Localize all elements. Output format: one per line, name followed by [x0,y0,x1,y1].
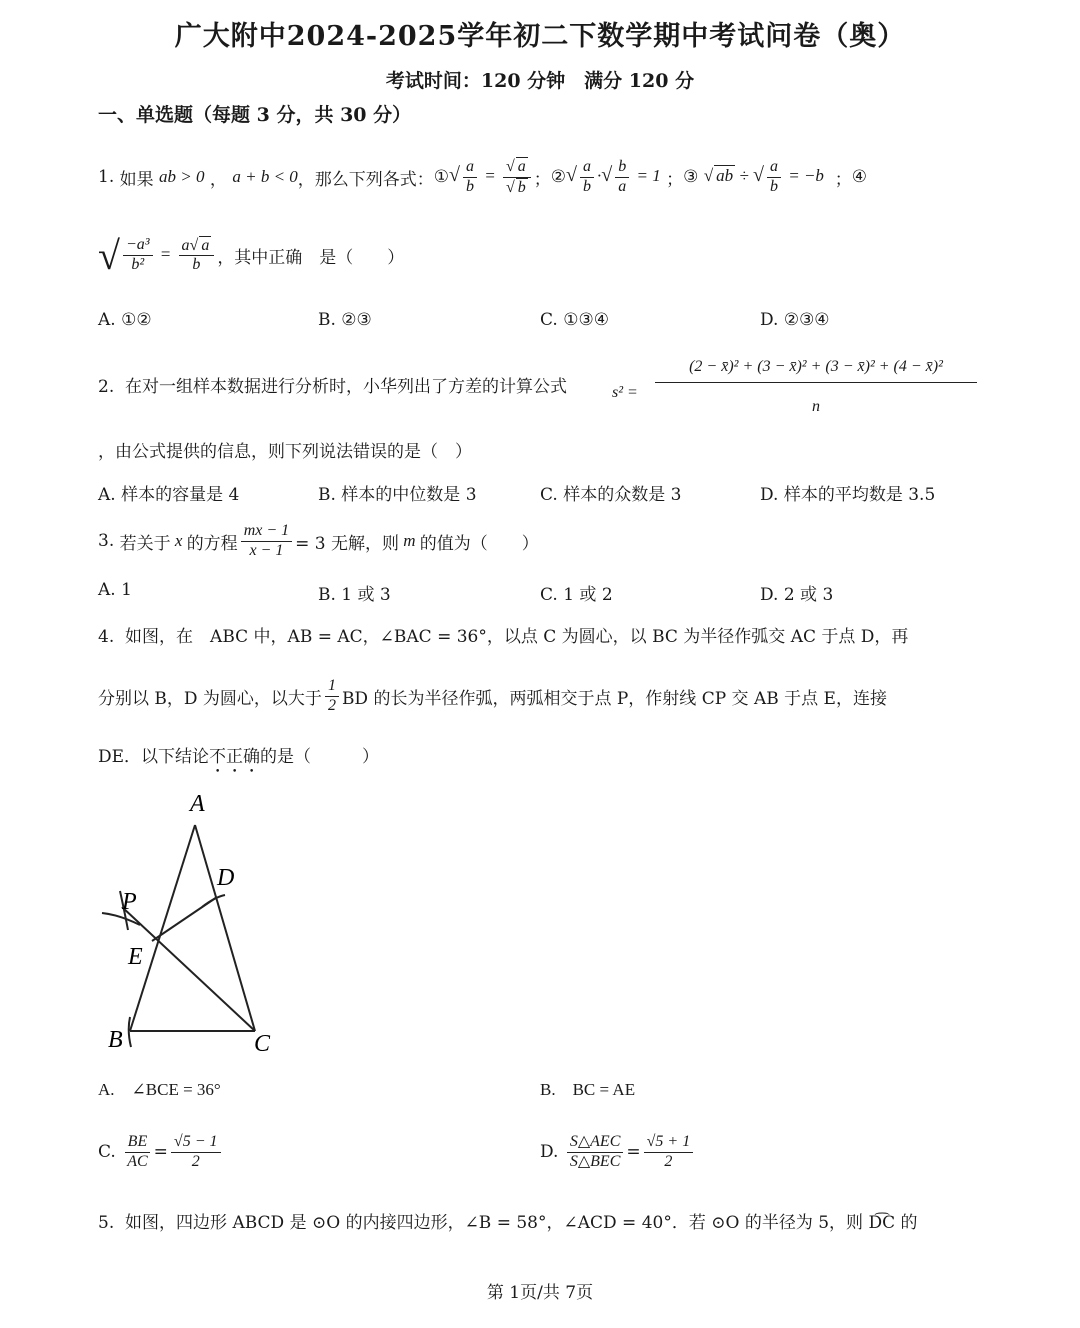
arc-at-D [202,895,225,907]
q3-option-b[interactable]: B. 1 或 3 [318,585,391,605]
q1-option-c[interactable]: C. ①③④ [540,310,609,330]
q3-option-a[interactable]: A. 1 [98,580,132,600]
q2-option-d[interactable]: D. 样本的平均数是 3.5 [760,485,936,505]
label-P: P [122,889,137,915]
q1-mid: ，那么下列各式： [297,169,434,190]
q4-option-d-label: D. [540,1142,559,1162]
q2-option-a[interactable]: A. 样本的容量是 4 [98,485,240,505]
q3-option-d[interactable]: D. 2 或 3 [760,585,834,605]
question-1: 1. 如果 ab > 0 ， a + b < 0 ，那么下列各式： ① √ $\frac{a}{b}$ = $\frac{√ a}{√ b}$ ； ② √ $\frac{a}{b}$ ·√ $\frac{b}{a}$ = 1 ； ③ √ ab ÷ √ $\frac{a}{b}$ = −b ； ④ [98,158,867,196]
q3-fraction: $\frac{mx - 1}{x - 1}$ [241,522,292,560]
q3-text1: 若关于 [119,533,171,554]
q3-text4: 的值为（ ） [419,533,539,554]
q4-half-fraction: $\frac{1}{2}$ [325,677,339,715]
page-title: 广大附中2024-2025学年初二下数学期中考试问卷（奥） [174,21,906,52]
q1-marker-3: ③ [683,167,699,187]
side-AB [130,825,195,1031]
q1-suffix: ，其中正确 是（ ） [217,247,405,268]
q5-number: 5. [98,1213,115,1233]
question-4-line3 [98,742,379,777]
q4-line1: 如图，在 ABC 中，AB = AC，∠BAC = 36°，以点 C 为圆心，以 BC 为半径作弧交 AC 于点 D，再 [125,627,909,647]
q4-option-c-label: C. [98,1142,116,1162]
q4-number: 4. [98,627,115,647]
q4-option-c-lhs: $\frac{BE}{AC}$ [124,1133,150,1171]
q1-cond1: ab > 0 [159,167,205,186]
q1-prefix: 如果 [119,169,154,190]
q4-option-d[interactable]: D. $\frac{\text{S△AEC}}{\text{S△BEC}}$ = $\frac{√5 + 1}{2}$ [540,1122,696,1182]
q4-line2b: BD 的长为半径作弧，两弧相交于点 P，作射线 CP 交 AB 于点 E，连接 [341,688,887,709]
label-E: E [128,944,143,970]
question-1-cont [98,222,404,288]
label-D: D [217,865,235,891]
question-4-line2 [98,668,887,724]
exam-info: 考试时间：120 分钟 满分 120 分 [385,70,695,92]
q2-option-b[interactable]: B. 样本的中位数是 3 [318,485,477,505]
q4-emphasis: 不正确 [209,747,261,767]
q1-marker-2: ② [550,167,567,187]
question-4 [98,622,908,647]
q4-line2a: 分别以 B，D 为圆心，以大于 [98,688,322,709]
q3-text3: = 3 无解，则 [295,533,400,554]
q4-option-d-lhs: $\frac{\text{S△AEC}}{\text{S△BEC}}$ [567,1133,624,1171]
side-AC [195,825,255,1031]
label-B: B [108,1027,123,1053]
label-A: A [190,791,205,817]
question-5 [98,1208,917,1233]
q1-expr-2: √ $\frac{a}{b}$ ·√ $\frac{b}{a}$ = 1 [566,158,661,195]
q2-formula-numerator: (2 − x̄)² + (3 − x̄)² + (3 − x̄)² + (4 − x̄)² [655,358,977,383]
q3-text2: 的方程 [186,533,238,554]
q2-s-squared: s² = [612,384,638,401]
q1-expr-1: √ $\frac{a}{b}$ = $\frac{√ a}{√ b}$ [449,157,534,197]
q1-marker-4: ④ [851,167,867,187]
section-heading: 一、单选题（每题 3 分，共 30 分） [98,104,412,126]
q4-line3a: DE．以下结论 [98,747,210,767]
label-C: C [254,1031,271,1057]
question-3: 3. 若关于 x 的方程 $\frac{mx - 1}{x - 1}$ = 3 无解，则 m 的值为（ ） [98,522,539,559]
q2-text: 在对一组样本数据进行分析时，小华列出了方差的计算公式 [125,377,568,397]
q1-marker-1: ① [433,167,450,187]
q1-number: 1. [98,167,115,187]
q4-option-c[interactable]: C. $\frac{BE}{AC}$ = $\frac{√5 - 1}{2}$ [98,1122,224,1182]
q4-line3c: 的是（ ） [260,747,380,767]
q4-option-c-rhs: $\frac{√5 - 1}{2}$ [171,1133,221,1171]
q2-number: 2. [98,377,115,397]
q1-option-a[interactable]: A. ①② [98,310,152,330]
q1-option-b[interactable]: B. ②③ [318,310,372,330]
q2-continuation: ，由公式提供的信息，则下列说法错误的是（ ） [98,442,472,462]
q1-option-d[interactable]: D. ②③④ [760,310,830,330]
q1-expr-4: √ $\frac{\text{−a³}}{\text{b²}}$ = $\frac{a√ a}{b}$ [98,232,217,279]
q4-option-b[interactable]: B. BC = AE [540,1080,636,1099]
q3-number: 3. [98,531,115,551]
q5-text: 如图，四边形 ABCD 是 ⊙O 的内接四边形，∠B = 58°，∠ACD = 40°．若 ⊙O 的半径为 5，则 D͡C 的 [125,1213,918,1233]
q1-cond2: a + b < 0 [232,167,298,186]
q1-expr-3: √ ab ÷ √ $\frac{a}{b}$ = −b [703,158,824,195]
q3-option-c[interactable]: C. 1 或 2 [540,585,613,605]
question-2 [98,372,567,397]
triangle-figure [90,785,310,1065]
q4-option-d-rhs: $\frac{√5 + 1}{2}$ [644,1133,694,1171]
q2-option-c[interactable]: C. 样本的众数是 3 [540,485,682,505]
q2-formula-denominator: n [812,398,820,415]
page-footer: 第 1页/共 7页 [486,1283,594,1303]
q4-option-a[interactable]: A. ∠BCE = 36° [98,1080,221,1099]
